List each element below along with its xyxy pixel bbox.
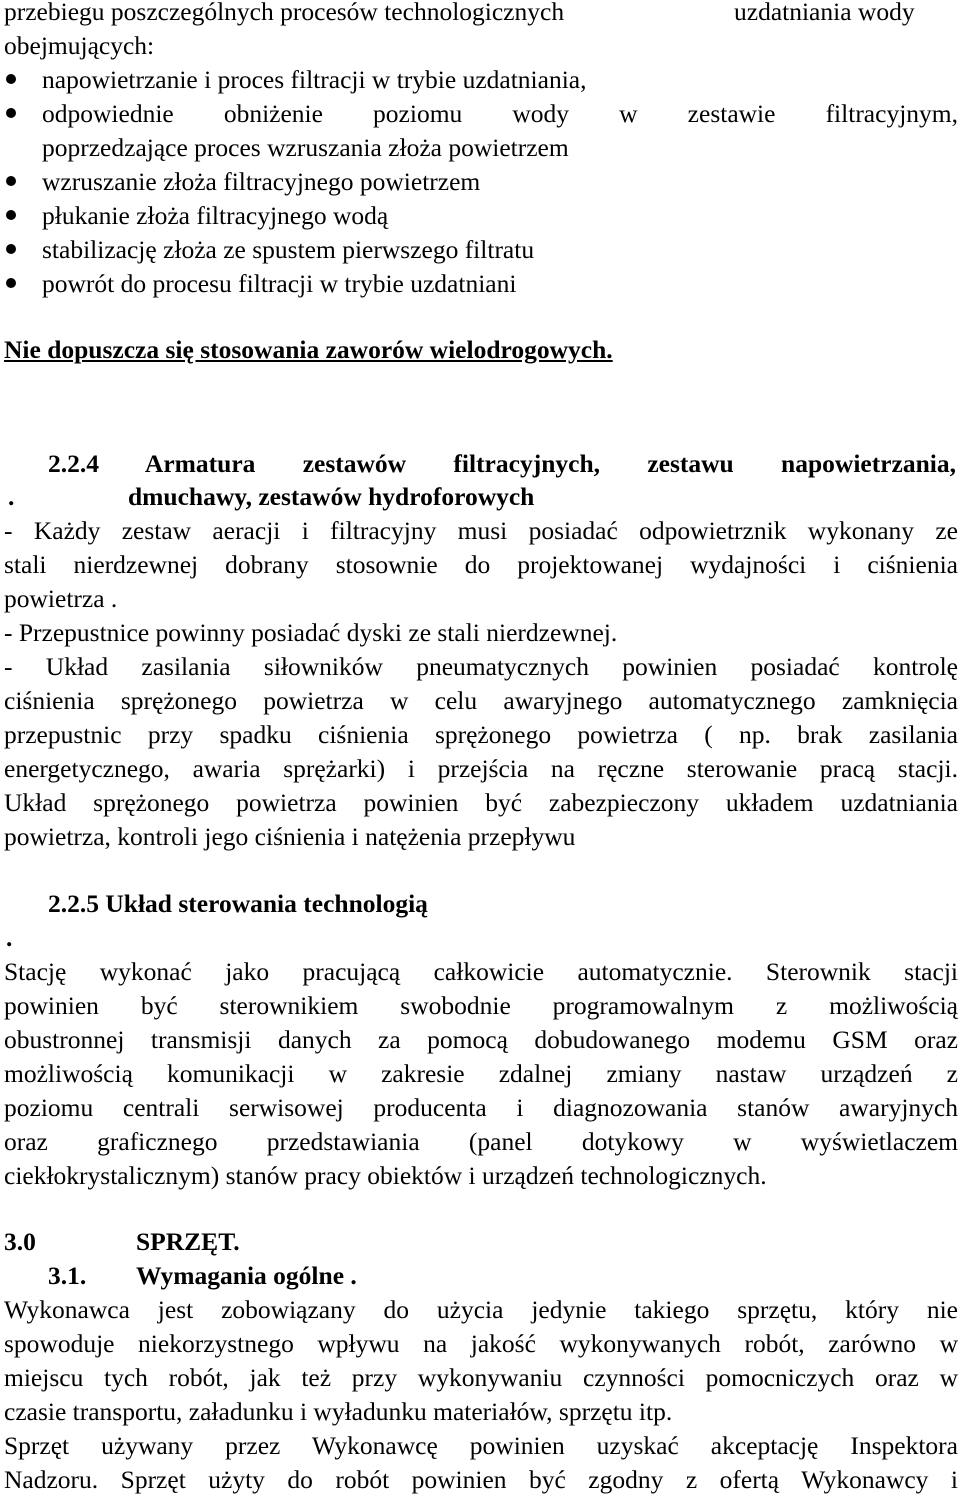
paragraph-line: Nadzoru. Sprzęt użyty do robót powinien być zgodny z ofertą Wykonawcy i — [4, 1465, 958, 1494]
section-title: SPRZĘT. — [136, 1227, 240, 1256]
list-item-text: płukanie złoża filtracyjnego wodą — [42, 201, 389, 230]
paragraph-line: powietrza, kontroli jego ciśnienia i natężenia przepływu — [4, 822, 576, 851]
bullet-icon — [6, 244, 16, 254]
paragraph-line: ciekłokrystalicznym) stanów pracy obiektów i urządzeń technologicznych. — [4, 1161, 767, 1190]
bullet-icon — [6, 108, 16, 118]
section-heading-cont: dmuchawy, zestawów hydroforowych — [128, 482, 535, 511]
list-item-continuation: poprzedzające proces wzruszania złoża powietrzem — [42, 133, 569, 162]
paragraph-line: - Układ zasilania siłowników pneumatycznych powinien posiadać kontrolę — [4, 652, 958, 681]
paragraph-line: spowoduje niekorzystnego wpływu na jakość wykonywanych robót, zarówno w — [4, 1329, 958, 1358]
list-item-text: powrót do procesu filtracji w trybie uzdatniani — [42, 269, 517, 298]
bullet-icon — [6, 74, 16, 84]
list-item-text: wzruszanie złoża filtracyjnego powietrzem — [42, 167, 481, 196]
paragraph-line: poziomu centrali serwisowej producenta i diagnozowania stanów awaryjnych — [4, 1093, 958, 1122]
paragraph-line: powinien być sterownikiem swobodnie programowalnym z możliwością — [4, 991, 958, 1020]
paragraph-line: przepustnic przy spadku ciśnienia sprężonego powietrza ( np. brak zasilania — [4, 720, 958, 749]
paragraph-line: Wykonawca jest zobowiązany do użycia jedynie takiego sprzętu, który nie — [4, 1295, 958, 1324]
paragraph-line: Stację wykonać jako pracującą całkowicie automatycznie. Sterownik stacji — [4, 957, 958, 986]
section-heading: 2.2.5 Układ sterowania technologią — [48, 889, 428, 918]
paragraph-line: powietrza . — [4, 584, 118, 613]
paragraph-line: Sprzęt używany przez Wykonawcę powinien uzyskać akceptację Inspektora — [4, 1431, 958, 1460]
section-number: 3.0 — [4, 1227, 36, 1256]
paragraph-line: oraz graficznego przedstawiania (panel dotykowy w wyświetlaczem — [4, 1127, 958, 1156]
section-heading: 2.2.4 Armatura zestawów filtracyjnych, zestawu napowietrzania, — [48, 449, 956, 478]
bullet-icon — [6, 176, 16, 186]
bullet-icon — [6, 278, 16, 288]
paragraph-line: energetycznego, awaria sprężarki) i przejścia na ręczne sterowanie pracą stacji. — [4, 754, 958, 783]
subsection-title: Wymagania ogólne . — [136, 1261, 357, 1290]
section-heading-dot: . — [6, 923, 13, 952]
bullet-icon — [6, 210, 16, 220]
paragraph-line: Układ sprężonego powietrza powinien być zabezpieczony układem uzdatniania — [4, 788, 958, 817]
intro-line-1a: przebiegu poszczególnych procesów technologicznych — [4, 0, 565, 26]
subsection-number: 3.1. — [48, 1261, 87, 1290]
list-item-text: napowietrzanie i proces filtracji w trybie uzdatniania, — [42, 65, 587, 94]
paragraph-line: - Przepustnice powinny posiadać dyski ze stali nierdzewnej. — [4, 618, 618, 647]
paragraph-line: - Każdy zestaw aeracji i filtracyjny musi posiadać odpowietrznik wykonany ze — [4, 516, 958, 545]
paragraph-line: miejscu tych robót, jak też przy wykonywaniu czynności pomocniczych oraz w — [4, 1363, 958, 1392]
paragraph-line: obustronnej transmisji danych za pomocą dobudowanego modemu GSM oraz — [4, 1025, 958, 1054]
paragraph-line: stali nierdzewnej dobrany stosownie do projektowanej wydajności i ciśnienia — [4, 550, 958, 579]
section-heading-dot: . — [8, 482, 15, 511]
paragraph-line: możliwością komunikacji w zakresie zdalnej zmiany nastaw urządzeń z — [4, 1059, 958, 1088]
notice-text: Nie dopuszcza się stosowania zaworów wielodrogowych. — [4, 335, 613, 364]
intro-line-2: obejmujących: — [4, 31, 155, 60]
list-item-text: stabilizację złoża ze spustem pierwszego filtratu — [42, 235, 535, 264]
paragraph-line: ciśnienia sprężonego powietrza w celu awaryjnego automatycznego zamknięcia — [4, 686, 958, 715]
list-item-text: odpowiednie obniżenie poziomu wody w zestawie filtracyjnym, — [42, 99, 958, 128]
intro-line-1b: uzdatniania wody — [734, 0, 915, 26]
paragraph-line: czasie transportu, załadunku i wyładunku materiałów, sprzętu itp. — [4, 1397, 673, 1426]
